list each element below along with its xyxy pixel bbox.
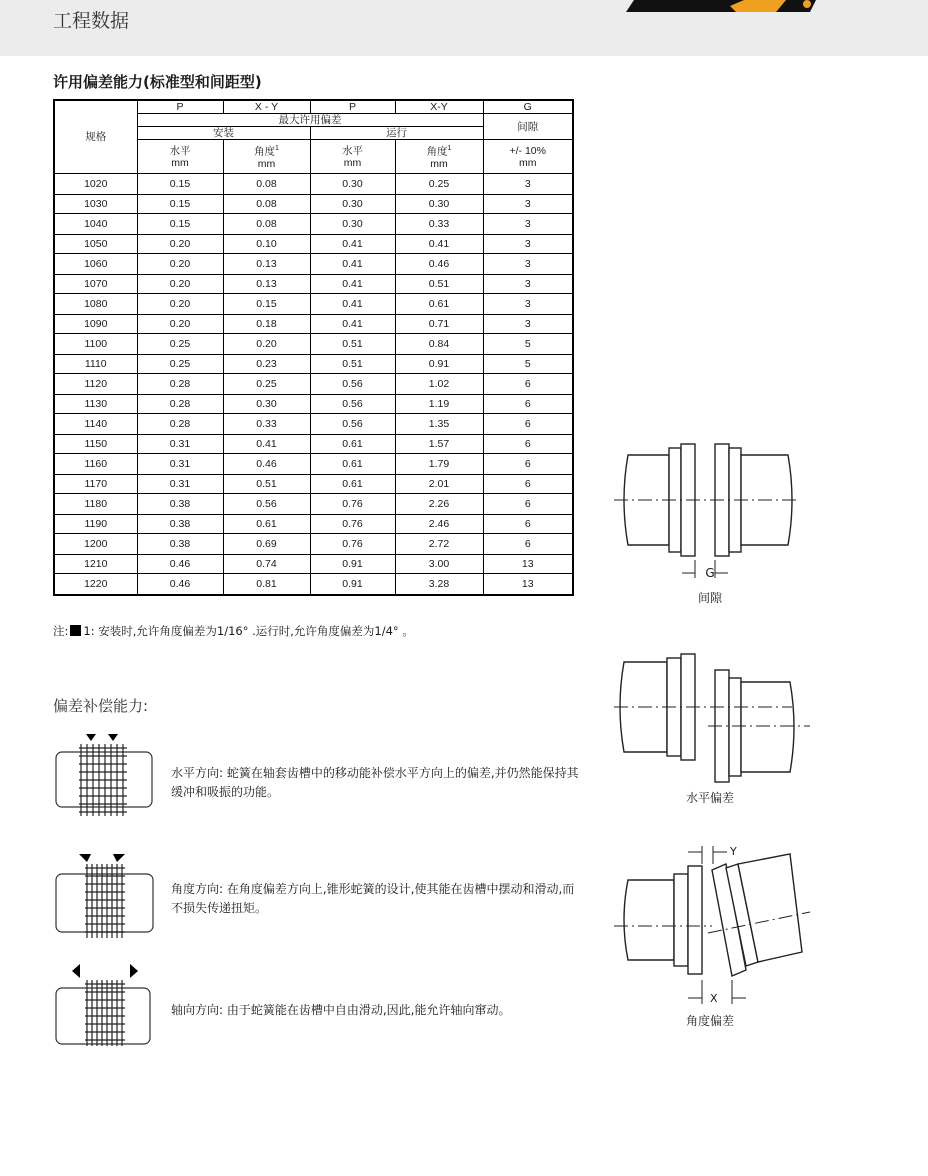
table-row <box>54 354 573 374</box>
table-cell: 0.38 <box>137 494 223 515</box>
table-row <box>54 234 573 254</box>
table-cell: 3.00 <box>395 554 483 574</box>
table-cell: 0.51 <box>310 354 395 374</box>
table-cell: 6 <box>483 414 573 435</box>
table-cell: 2.72 <box>395 534 483 555</box>
table-cell: 0.30 <box>395 194 483 214</box>
unit-header: +/- 10% mm <box>483 140 573 174</box>
angular-description: 角度方向: 在角度偏差方向上,锥形蛇簧的设计,使其能在齿槽中摆动和滑动,而不损失传递扭矩。 <box>171 882 575 915</box>
table-cell: 2.01 <box>395 474 483 494</box>
table-cell: 0.25 <box>137 334 223 355</box>
table-cell: 0.31 <box>137 474 223 494</box>
table-cell: 3 <box>483 274 573 294</box>
table-cell-size: 1200 <box>54 534 137 555</box>
table-row <box>54 214 573 235</box>
table-cell: 0.08 <box>223 194 310 214</box>
table-cell: 0.61 <box>223 514 310 534</box>
table-cell-size: 1160 <box>54 454 137 475</box>
table-cell: 0.28 <box>137 394 223 414</box>
table-cell: 6 <box>483 534 573 555</box>
table-cell: 0.41 <box>395 234 483 254</box>
col-label-g: G <box>483 100 573 114</box>
table-cell: 0.74 <box>223 554 310 574</box>
table-cell: 0.61 <box>310 474 395 494</box>
table-row <box>54 574 573 595</box>
table-cell: 1.19 <box>395 394 483 414</box>
running-header: 运行 <box>310 127 483 140</box>
table-cell: 6 <box>483 454 573 475</box>
table-cell: 0.91 <box>310 554 395 574</box>
table-cell: 0.51 <box>310 334 395 355</box>
table-cell: 0.41 <box>310 234 395 254</box>
table-cell: 6 <box>483 474 573 494</box>
table-cell: 0.56 <box>310 374 395 395</box>
table-cell: 3 <box>483 294 573 315</box>
table-cell: 0.25 <box>223 374 310 395</box>
table-row <box>54 494 573 515</box>
table-row <box>54 394 573 414</box>
table-cell: 0.41 <box>310 294 395 315</box>
table-cell: 0.61 <box>395 294 483 315</box>
table-cell-size: 1180 <box>54 494 137 515</box>
table-cell: 0.41 <box>310 274 395 294</box>
table-row <box>54 374 573 395</box>
max-deviation-header: 最大许用偏差 <box>137 114 483 127</box>
table-cell: 0.33 <box>395 214 483 235</box>
table-cell: 3 <box>483 214 573 235</box>
table-cell: 0.61 <box>310 434 395 454</box>
gap-diagram <box>612 440 802 580</box>
table-row <box>54 194 573 214</box>
page-header <box>0 0 928 56</box>
table-cell: 0.08 <box>223 214 310 235</box>
table-cell: 0.51 <box>223 474 310 494</box>
table-cell-size: 1110 <box>54 354 137 374</box>
table-row <box>54 274 573 294</box>
table-cell: 0.41 <box>310 314 395 334</box>
table-cell: 2.26 <box>395 494 483 515</box>
spec-header: 规格 <box>54 100 137 174</box>
angular-letter-y: Y <box>730 845 737 858</box>
table-cell: 0.91 <box>310 574 395 595</box>
table-cell: 1.79 <box>395 454 483 475</box>
table-cell: 0.20 <box>223 334 310 355</box>
table-cell: 0.15 <box>137 174 223 195</box>
table-cell: 1.02 <box>395 374 483 395</box>
table-cell: 0.51 <box>395 274 483 294</box>
table-cell: 0.20 <box>137 234 223 254</box>
table-cell: 0.23 <box>223 354 310 374</box>
table-cell: 0.76 <box>310 534 395 555</box>
table-cell: 0.41 <box>310 254 395 275</box>
unit-header: 水平 mm <box>137 140 223 174</box>
table-cell-size: 1170 <box>54 474 137 494</box>
table-cell: 6 <box>483 434 573 454</box>
table-cell: 0.30 <box>310 214 395 235</box>
table-cell: 0.31 <box>137 434 223 454</box>
table-cell: 0.20 <box>137 274 223 294</box>
table-cell-size: 1070 <box>54 274 137 294</box>
table-cell: 0.13 <box>223 254 310 275</box>
spring-angular-icon <box>55 852 155 942</box>
table-cell: 0.46 <box>137 574 223 595</box>
parallel-caption: 水平偏差 <box>685 791 734 805</box>
table-cell: 0.33 <box>223 414 310 435</box>
table-cell: 3 <box>483 254 573 275</box>
table-cell: 5 <box>483 334 573 355</box>
unit-header: 角度$^1$ mm <box>223 140 310 174</box>
table-cell: 0.08 <box>223 174 310 195</box>
table-cell-size: 1150 <box>54 434 137 454</box>
table-cell-size: 1140 <box>54 414 137 435</box>
table-cell-size: 1120 <box>54 374 137 395</box>
table-cell: 6 <box>483 494 573 515</box>
spring-horizontal-icon <box>55 732 155 820</box>
table-cell: 0.15 <box>223 294 310 315</box>
table-cell: 0.31 <box>137 454 223 475</box>
table-row <box>54 514 573 534</box>
table-row <box>54 454 573 475</box>
table-cell: 0.46 <box>137 554 223 574</box>
table-cell: 2.46 <box>395 514 483 534</box>
table-cell: 3 <box>483 314 573 334</box>
table-cell-size: 1220 <box>54 574 137 595</box>
table-cell: 3 <box>483 194 573 214</box>
table-cell: 0.91 <box>395 354 483 374</box>
table-cell: 0.25 <box>137 354 223 374</box>
square-bullet-icon <box>70 625 81 636</box>
brand-logo <box>626 0 836 12</box>
table-cell: 6 <box>483 514 573 534</box>
table-cell: 0.76 <box>310 514 395 534</box>
deviation-table <box>53 99 574 596</box>
table-cell-size: 1020 <box>54 174 137 195</box>
table-cell: 0.30 <box>223 394 310 414</box>
table-cell: 13 <box>483 574 573 595</box>
table-cell-size: 1050 <box>54 234 137 254</box>
table-cell: 0.28 <box>137 414 223 435</box>
table-cell: 3.28 <box>395 574 483 595</box>
table-row <box>54 174 573 195</box>
table-cell: 0.28 <box>137 374 223 395</box>
horizontal-description: 水平方向: 蛇簧在轴套齿槽中的移动能补偿水平方向上的偏差,并仍然能保持其缓冲和吸振的功能。 <box>171 766 579 799</box>
table-cell: 6 <box>483 374 573 395</box>
header-title: 工程数据 <box>53 10 130 32</box>
angular-diagram <box>612 840 812 1010</box>
table-row <box>54 314 573 334</box>
table-cell: 0.20 <box>137 294 223 315</box>
table-cell: 0.38 <box>137 514 223 534</box>
table-header-row <box>54 100 573 114</box>
table-cell: 0.30 <box>310 174 395 195</box>
section-title: 许用偏差能力(标准型和间距型) <box>53 73 262 91</box>
axial-description: 轴向方向: 由于蛇簧能在齿槽中自由滑动,因此,能允许轴向窜动。 <box>171 1003 511 1017</box>
table-cell: 0.46 <box>395 254 483 275</box>
table-cell: 0.18 <box>223 314 310 334</box>
table-cell-size: 1100 <box>54 334 137 355</box>
table-note: 注: 1: 安装时,允许角度偏差为1/16° .运行时,允许角度偏差为1/4° 。 <box>53 624 414 638</box>
table-cell: 0.25 <box>395 174 483 195</box>
table-cell-size: 1130 <box>54 394 137 414</box>
table-cell: 0.20 <box>137 254 223 275</box>
col-label-p-install: P <box>137 100 223 114</box>
table-cell: 0.61 <box>310 454 395 475</box>
table-cell: 0.56 <box>223 494 310 515</box>
table-cell: 0.10 <box>223 234 310 254</box>
table-cell: 0.15 <box>137 214 223 235</box>
col-label-xy-install: X - Y <box>223 100 310 114</box>
compensation-title: 偏差补偿能力: <box>53 697 149 715</box>
table-cell: 0.81 <box>223 574 310 595</box>
unit-header: 角度$^1$ mm <box>395 140 483 174</box>
table-cell: 0.84 <box>395 334 483 355</box>
table-cell: 3 <box>483 174 573 195</box>
table-row <box>54 254 573 275</box>
gap-header: 间隙 <box>483 114 573 140</box>
table-cell: 0.46 <box>223 454 310 475</box>
table-row <box>54 414 573 435</box>
table-row <box>54 474 573 494</box>
unit-header: 水平 mm <box>310 140 395 174</box>
table-cell: 0.41 <box>223 434 310 454</box>
table-cell: 0.15 <box>137 194 223 214</box>
spring-axial-icon <box>55 962 155 1050</box>
table-row <box>54 534 573 555</box>
table-cell: 6 <box>483 394 573 414</box>
parallel-diagram <box>612 650 812 790</box>
table-cell-size: 1030 <box>54 194 137 214</box>
table-cell: 0.38 <box>137 534 223 555</box>
col-label-p-running: P <box>310 100 395 114</box>
table-cell-size: 1090 <box>54 314 137 334</box>
table-row <box>54 554 573 574</box>
table-row <box>54 294 573 315</box>
table-cell-size: 1210 <box>54 554 137 574</box>
table-cell: 0.13 <box>223 274 310 294</box>
table-cell: 0.56 <box>310 394 395 414</box>
table-cell-size: 1190 <box>54 514 137 534</box>
gap-letter: G <box>705 566 715 580</box>
table-cell: 5 <box>483 354 573 374</box>
angular-letter-x: X <box>710 992 718 1005</box>
table-cell: 1.35 <box>395 414 483 435</box>
table-cell-size: 1040 <box>54 214 137 235</box>
table-cell: 0.30 <box>310 194 395 214</box>
table-cell: 0.76 <box>310 494 395 515</box>
table-cell: 0.69 <box>223 534 310 555</box>
table-cell-size: 1080 <box>54 294 137 315</box>
table-cell: 0.56 <box>310 414 395 435</box>
install-header: 安装 <box>137 127 310 140</box>
gap-caption: 间隙 <box>697 591 722 605</box>
table-cell-size: 1060 <box>54 254 137 275</box>
angular-caption: 角度偏差 <box>685 1014 734 1028</box>
table-cell: 0.71 <box>395 314 483 334</box>
table-row <box>54 334 573 355</box>
table-cell: 0.20 <box>137 314 223 334</box>
table-cell: 1.57 <box>395 434 483 454</box>
table-cell: 13 <box>483 554 573 574</box>
table-cell: 3 <box>483 234 573 254</box>
col-label-xy-running: X-Y <box>395 100 483 114</box>
table-row <box>54 434 573 454</box>
